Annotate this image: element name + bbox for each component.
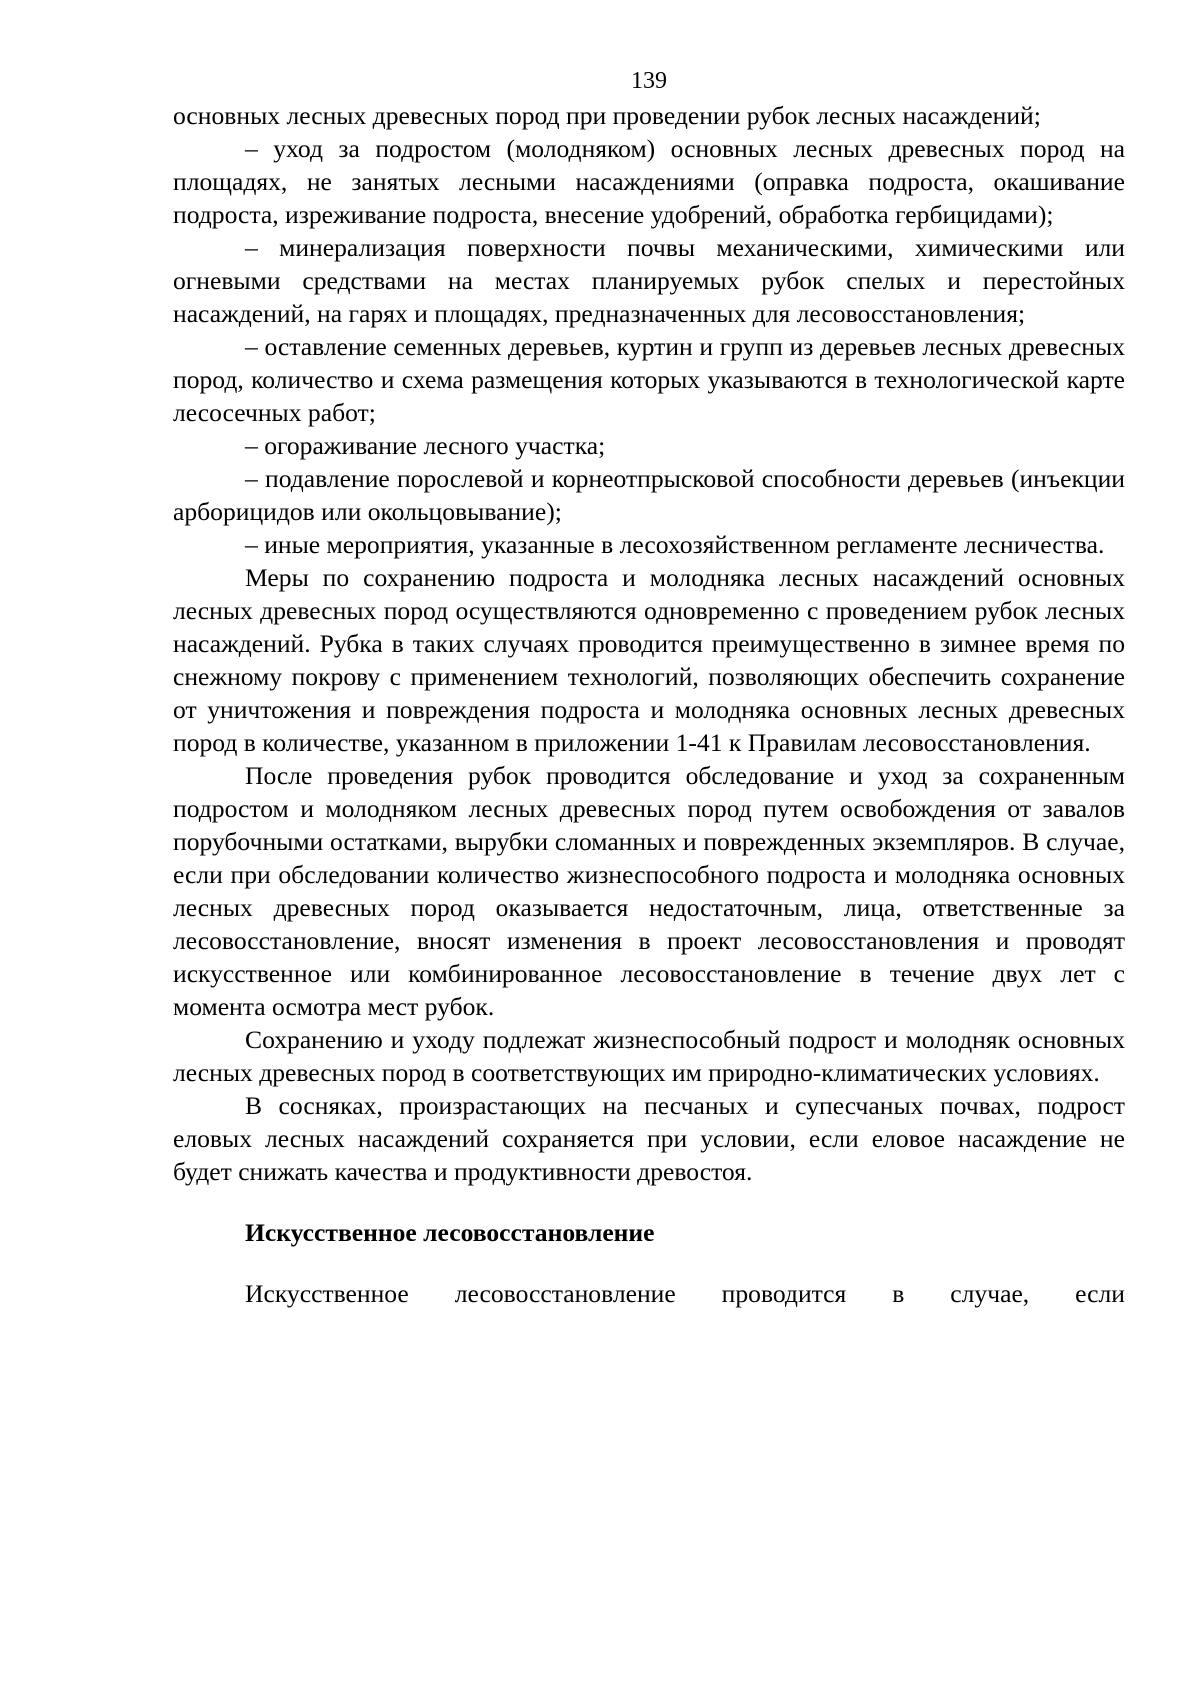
paragraph-pine-stands: В сосняках, произрастающих на песчаных и супесчаных почвах, подрост еловых лесных насаждений сохраняется при условии, если еловое насаждение не будет снижать качества и продуктивности древостоя.	[173, 1091, 1125, 1186]
list-item-seed-trees: – оставление семенных деревьев, куртин и групп из деревьев лесных древесных пород, количество и схема размещения которых указываются в технологической карте лесосечных работ;	[173, 332, 1125, 427]
section-heading: Искусственное лесовосстановление	[245, 1218, 655, 1247]
paragraph-artificial-reforestation: Искусственное лесовосстановление проводится в случае, если	[245, 1279, 1125, 1308]
paragraph-post-felling-survey: После проведения рубок проводится обследование и уход за сохраненным подростом и молодняком лесных древесных пород путем освобождения от завалов порубочными остатками, вырубки сломанных и поврежденных экземпляров. В случае, если при обследовании количество жизнеспособного подроста и молодняка основных лесных древесных пород оказывается недостаточным, лица, ответственные за лесовосстановление, вносят изменения в проект лесовосстановления и проводят искусственное или комбинированное лесовосстановление в течение двух лет с момента осмотра мест рубок.	[173, 761, 1125, 1021]
paragraph-continuation: основных лесных древесных пород при проведении рубок лесных насаждений;	[173, 101, 1041, 130]
page-number: 139	[631, 68, 667, 94]
list-item-fencing: – огораживание лесного участка;	[245, 431, 606, 460]
document-page	[173, 66, 1125, 1310]
paragraph-preservation-measures: Меры по сохранению подроста и молодняка лесных насаждений основных лесных древесных пород осуществляются одновременно с проведением рубок лесных насаждений. Рубка в таких случаях проводится преимущественно в зимнее время по снежному покрову с применением технологий, позволяющих обеспечить сохранение от уничтожения и повреждения подроста и молодняка основных лесных древесных пород в количестве, указанном в приложении 1-41 к Правилам лесовосстановления.	[173, 563, 1125, 757]
list-item-soil-mineralization: – минерализация поверхности почвы механическими, химическими или огневыми средствами на местах планируемых рубок спелых и перестойных насаждений, на гарях и площадях, предназначенных для лесовосстановления;	[173, 233, 1125, 328]
list-item-other-measures: – иные мероприятия, указанные в лесохозяйственном регламенте лесничества.	[245, 530, 1105, 559]
paragraph-viable-undergrowth: Сохранению и уходу подлежат жизнеспособный подрост и молодняк основных лесных древесных пород в соответствующих им природно-климатических условиях.	[173, 1025, 1125, 1087]
list-item-undergrowth-care: – уход за подростом (молодняком) основных лесных древесных пород на площадях, не занятых лесными насаждениями (оправка подроста, окашивание подроста, изреживание подроста, внесение удобрений, обработка гербицидами);	[173, 134, 1125, 229]
list-item-sprout-suppression: – подавление порослевой и корнеотпрысковой способности деревьев (инъекции арборицидов или окольцовывание);	[173, 464, 1125, 526]
